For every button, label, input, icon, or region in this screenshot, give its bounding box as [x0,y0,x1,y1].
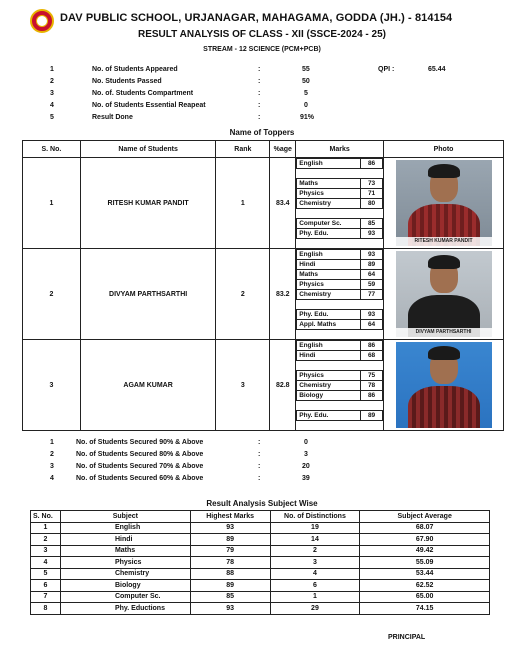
table-row: 2 DIVYAM PARTHSARTHI 2 83.2 English 93 Hindi 89 Maths 64 Physics 59 Chemistry 77 Phy. Edu. 93 Appl. Maths 64 DIVYAM PARTHSARTHI [23,249,504,340]
marks-cell: English 93 Hindi 89 Maths 64 Physics 59 Chemistry 77 Phy. Edu. 93 Appl. Maths 64 [296,249,384,340]
table-row: 4 Physics 78 3 55.09 [31,557,490,569]
table-row: 2 Hindi 89 14 67.90 [31,534,490,546]
marks-cell: English 86 Hindi 68 Physics 75 Chemistry 78 Biology 86 Phy. Edu. 89 [296,340,384,431]
secured-row: 1 No. of Students Secured 90% & Above : 0 [50,439,308,446]
subject-analysis-table [30,510,490,615]
subject-analysis-title: Result Analysis Subject Wise [206,499,318,508]
secured-row: 2 No. of Students Secured 80% & Above : 3 [50,451,308,458]
photo-caption: RITESH KUMAR PANDIT [396,237,492,246]
photo-cell [384,249,504,340]
photo-caption: DIVYAM PARTHSARTHI [396,328,492,337]
table-row: 7 Computer Sc. 85 1 65.00 [31,591,490,603]
summary-row: 4 No. of Students Essential Reapeat : 0 [50,102,308,109]
topper-name: DIVYAM PARTHSARTHI [80,249,216,340]
subject-header-row: S. No. Subject Highest Marks No. of Distinctions Subject Average [31,511,490,523]
summary-row: 2 No. Students Passed : 50 [50,78,310,85]
toppers-header-row: S. No. Name of Students Rank %age Marks Photo [23,141,504,158]
school-name: DAV PUBLIC SCHOOL, URJANAGAR, MAHAGAMA, GODDA (JH.) - 814154 [60,12,453,24]
principal-signature-label: PRINCIPAL [388,634,426,641]
topper-name: RITESH KUMAR PANDIT [80,158,216,249]
toppers-table [22,140,504,431]
secured-row: 3 No. of Students Secured 70% & Above : 20 [50,463,310,470]
table-row: 8 Phy. Eductions 93 29 74.15 [31,603,490,615]
topper-name: AGAM KUMAR [80,340,216,431]
summary-row: 5 Result Done : 91% [50,114,315,121]
table-row: 1 English 93 19 68.07 [31,522,490,534]
secured-row: 4 No. of Students Secured 60% & Above : 39 [50,475,310,482]
marks-cell: English 86 Maths 73 Physics 71 Chemistry 80 Computer Sc. 85 Phy. Edu. 93 [296,158,384,249]
qpi-value: 65.44 [428,66,446,73]
table-row: 6 Biology 89 6 62.52 [31,580,490,592]
table-row: 3 AGAM KUMAR 3 82.8 English 86 Hindi 68 Physics 75 Chemistry 78 Biology 86 Phy. Edu. 89 [23,340,504,431]
photo-cell [384,158,504,249]
table-row: 5 Chemistry 88 4 53.44 [31,568,490,580]
stream-label: STREAM - 12 SCIENCE (PCM+PCB) [203,46,321,53]
page-title: RESULT ANALYSIS OF CLASS - XII (SSCE-2024 - 25) [137,29,386,40]
student-photo [396,160,492,246]
student-photo [396,251,492,337]
photo-cell [384,340,504,431]
toppers-title: Name of Toppers [229,128,295,137]
qpi-label: QPI : [378,66,395,73]
summary-row: 3 No. of. Students Compartment : 5 [50,90,308,97]
summary-row: 1 No. of Students Appeared : 55 QPI : 65.44 [50,66,446,73]
table-row: 3 Maths 79 2 49.42 [31,545,490,557]
table-row: 1 RITESH KUMAR PANDIT 1 83.4 English 86 Maths 73 Physics 71 Chemistry 80 Computer Sc. 85 Phy. Edu. 93 RITESH KUMAR PANDIT [23,158,504,249]
student-photo [396,342,492,428]
